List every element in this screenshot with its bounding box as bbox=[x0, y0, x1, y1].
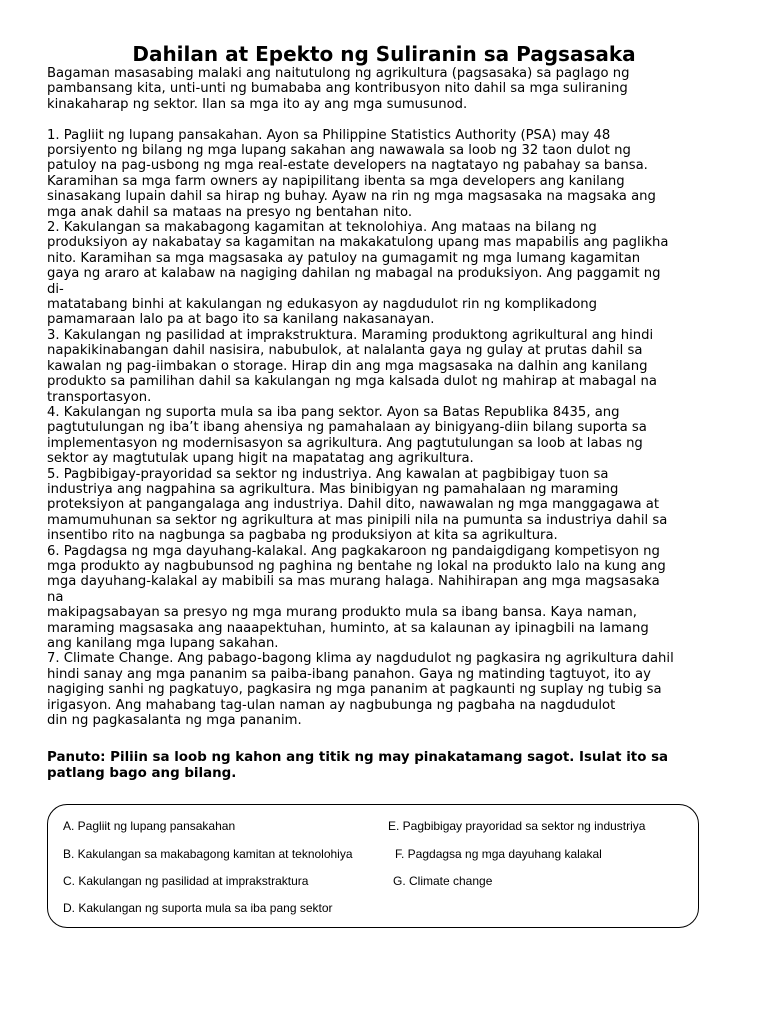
choice-g: G. Climate change bbox=[393, 874, 493, 888]
choice-b: B. Kakulangan sa makabagong kamitan at teknolohiya bbox=[63, 847, 353, 861]
item-paragraph-1: 1. Pagliit ng lupang pansakahan. Ayon sa Philippine Statistics Authority (PSA) may 48 porsiyento ng bilang ng mga lupang sakahan ang nawawala sa loob ng 32 taon dulot ng patuloy na pag-usbong ng mga real-estate developers na nagtatayo ng pabahay sa bansa. Karamihan sa mga farm owners ay napipilitang ibenta sa mga developers ang kanilang sinasakang lupain dahil sa hirap ng buhay. Ayaw na rin ng mga magsasaka na magsaka ang mga anak dahil sa mataas na presyo ng bentahan nito. bbox=[47, 127, 656, 220]
choice-e: E. Pagbibigay prayoridad sa sektor ng industriya bbox=[388, 819, 646, 833]
instruction-text: Panuto: Piliin sa loob ng kahon ang titik ng may pinakatamang sagot. Isulat ito sa patlang bago ang bilang. bbox=[47, 750, 669, 781]
item-paragraph-4: 4. Kakulangan ng suporta mula sa iba pang sektor. Ayon sa Batas Republika 8435, ang pagtutulungan ng iba’t ibang ahensiya ng pamahalaan ay binigyang-diin bilang suporta sa implementasyon ng modernisasyon sa agrikultura. Ang pagtutulungan sa loob at labas ng sektor ay magtutulak upang higit na mapatatag ang agrikultura. bbox=[47, 404, 647, 467]
item-paragraph-5: 5. Pagbibigay-prayoridad sa sektor ng industriya. Ang kawalan at pagbibigay tuon sa industriya ang nagpahina sa agrikultura. Mas binibigyan ng pamahalaan ng maraming proteksiyon at pangangalaga ang industriya. Dahil dito, nawawalan ng mga manggagawa at mamumuhunan sa sektor ng agrikultura at mas pinipili nila na pumunta sa industriya dahil sa insentibo rito na nagbunga sa pagbaba ng produksiyon at kita sa agrikultura. bbox=[47, 466, 668, 544]
answer-choices-box bbox=[47, 804, 699, 928]
choice-d: D. Kakulangan ng suporta mula sa iba pang sektor bbox=[63, 901, 333, 915]
choice-a: A. Pagliit ng lupang pansakahan bbox=[63, 819, 236, 833]
article-body bbox=[47, 66, 737, 728]
item-paragraph-2: 2. Kakulangan sa makabagong kagamitan at teknolohiya. Ang mataas na bilang ng produksiyon ay nakabatay sa kagamitan na makakatulong upang mas mapabilis ang paglikha nito. Karamihan sa mga magsasaka ay patuloy na gumagamit ng mga lumang kagamitan gaya ng araro at kalabaw na nagiging dahilan ng mabagal na produksiyon. Ang paggamit ng di- matatabang binhi at kakulangan ng edukasyon ay nagdudulot rin ng komplikadong pamamaraan lalo pa at bago ito sa kanilang nakasanayan. bbox=[47, 220, 669, 328]
item-paragraph-3: 3. Kakulangan ng pasilidad at imprakstruktura. Maraming produktong agrikultural ang hindi napakikinabangan dahil nasisira, nabubulok, at nalalanta gaya ng gulay at prutas dahil sa kawalan ng pag-iimbakan o storage. Hirap din ang mga magsasaka na dalhin ang kanilang produkto sa pamilihan dahil sa kakulangan ng mga kalsada dulot ng mahirap at mabagal na transportasyon. bbox=[47, 327, 657, 405]
intro-paragraph: Bagaman masasabing malaki ang naitutulong ng agrikultura (pagsasaka) sa paglago ng pambansang kita, unti-unti ng bumababa ang kontribusyon nito dahil sa mga suliraning kinakaharap ng sektor. Ilan sa mga ito ay ang mga sumusunod. bbox=[47, 66, 630, 112]
item-paragraph-6: 6. Pagdagsa ng mga dayuhang-kalakal. Ang pagkakaroon ng pandaigdigang kompetisyon ng mga produkto ay nagbubunsod ng paghina ng bentahe ng lokal na produkto lalo na kung ang mga dayuhang-kalakal ay mabibili sa mas murang halaga. Nahihirapan ang mga magsasaka na makipagsabayan sa presyo ng mga murang produkto mula sa ibang bansa. Kaya naman, maraming magsasaka ang naaapektuhan, huminto, at sa kalaunan ay ipinagbili na lamang ang kanilang mga lupang sakahan. bbox=[47, 543, 666, 652]
choice-c: C. Kakulangan ng pasilidad at imprakstraktura bbox=[63, 874, 309, 888]
page-title: Dahilan at Epekto ng Suliranin sa Pagsasaka bbox=[132, 42, 636, 66]
item-paragraph-7: 7. Climate Change. Ang pabago-bagong klima ay nagdudulot ng pagkasira ng agrikultura dahil hindi sanay ang mga pananim sa paiba-ibang panahon. Gaya ng matinding tagtuyot, ito ay nagiging sanhi ng pagkatuyo, pagkasira ng mga pananim at pagkaunti ng suplay ng tubig sa irigasyon. Ang mahabang tag-ulan naman ay nagbubunga ng pagbaha na nagdudulot din ng pagkasalanta ng mga pananim. bbox=[47, 651, 674, 729]
choice-f: F. Pagdagsa ng mga dayuhang kalakal bbox=[395, 847, 602, 861]
